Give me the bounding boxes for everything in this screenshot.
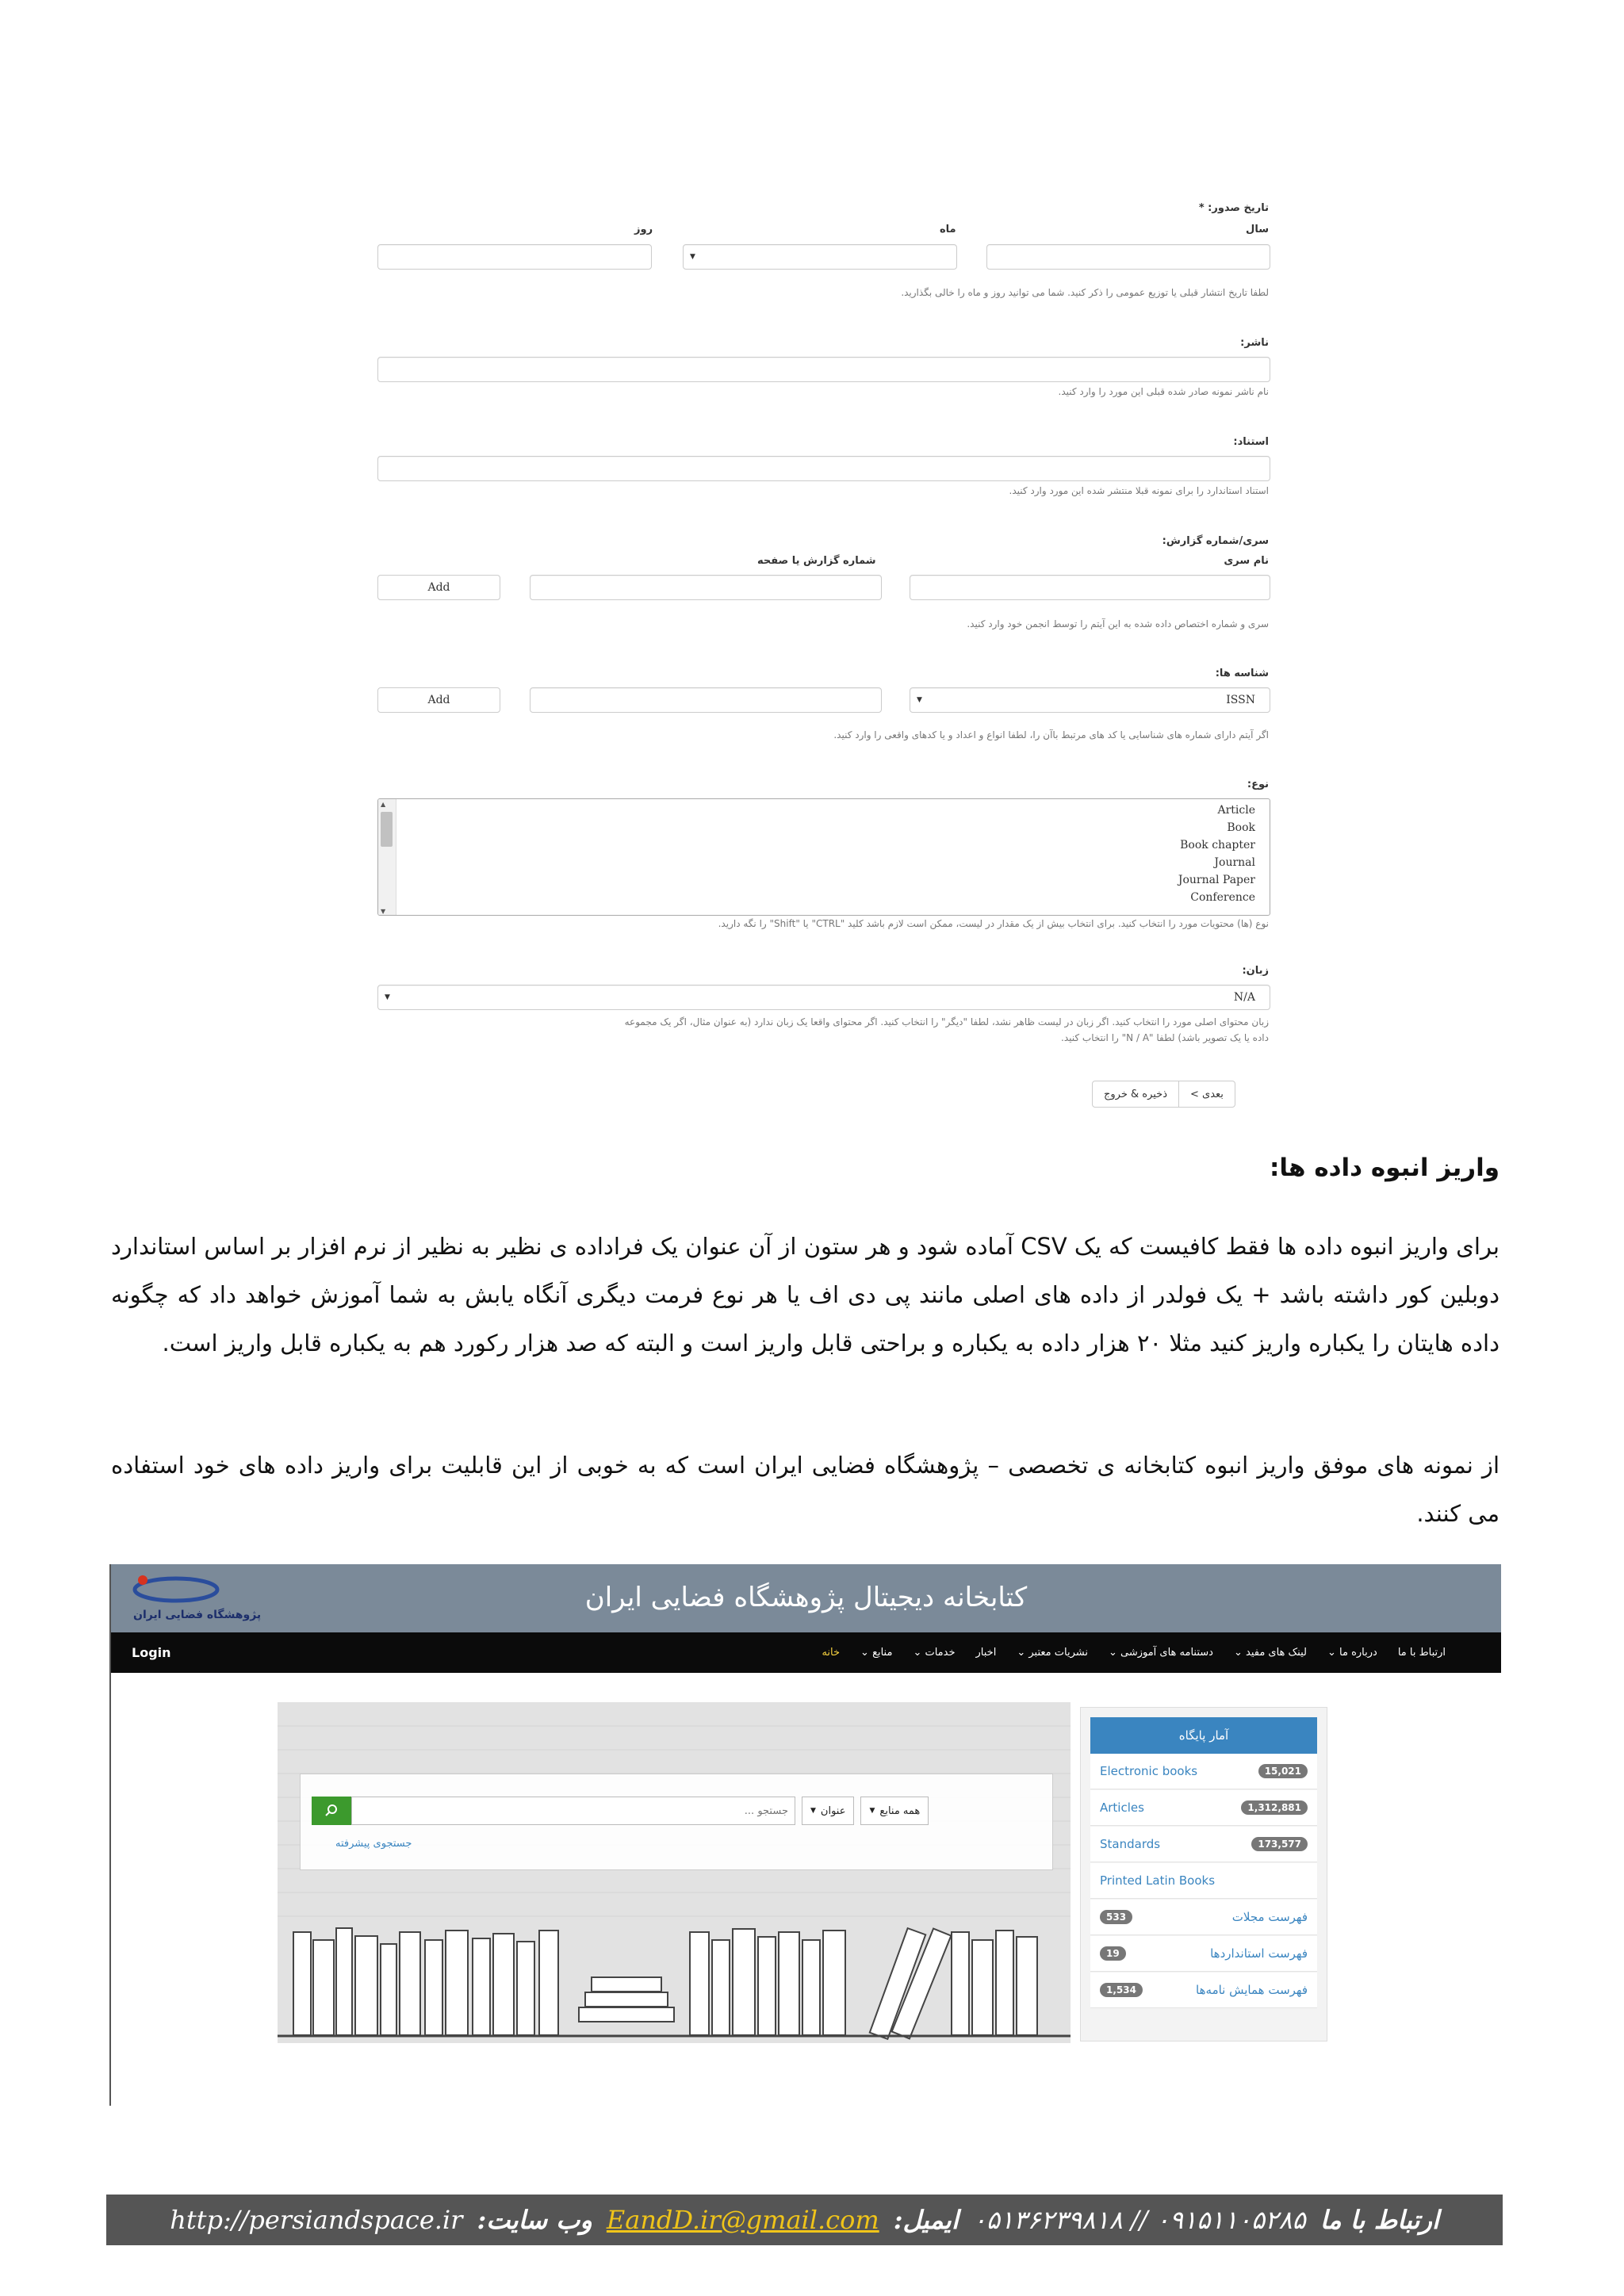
type-option[interactable]: Book chapter — [1180, 839, 1255, 851]
stat-row-articles[interactable] — [1090, 1790, 1317, 1826]
identifier-value-input[interactable] — [530, 687, 882, 713]
type-listbox-scrollbar[interactable] — [378, 799, 396, 916]
month-label: ماه — [940, 224, 956, 235]
identifiers-label: شناسه ها: — [1215, 668, 1269, 679]
bookshelf-illustration — [278, 1702, 1071, 2043]
paragraph-1: برای واریز انبوه داده ها فقط کافیست که یک CSV آماده شود و هر ستون از آن عنوان یک فراداده ی نظیر به نظیر از نرم افزار بر اساس استاندارد دوبلین کور داشته باشد + یک فولدر از داده های اصلی مانند پی دی اف یا هر نوع فرمت دیگری آنگاه یابش به شما آموزش خواهد داد که چگونه داده هایتان را یکباره واریز کنید مثلا ۲۰ هزار داده به یکباره و براحتی قابل واریز است و البته که صد هزار رکورد هم به یکباره قابل واریز است. — [111, 1233, 1500, 1357]
identifiers-help: اگر آیتم دارای شماره های شناسایی یا کد های مرتبط باآن را، لطفا انواع و اعداد و یا کدهای واقعی را وارد کنید. — [833, 729, 1269, 740]
publisher-label: ناشر: — [1240, 337, 1269, 349]
type-listbox[interactable] — [377, 798, 1270, 916]
type-options-list — [378, 799, 1270, 906]
nav-home[interactable]: خانه — [822, 1647, 841, 1659]
next-button[interactable]: بعدی > — [1190, 1088, 1224, 1100]
scrollbar-thumb[interactable] — [381, 812, 393, 847]
language-help-line-1: زبان محتوای اصلی مورد را انتخاب کنید. اگر زبان در لیست ظاهر نشد، لطفا "دیگر" را انتخاب کنید. اگر محتوای واقعا یک زبان ندارد (به عنوان مثال، اگر یک مجموعه — [624, 1016, 1269, 1027]
stats-panel — [1080, 1707, 1327, 2042]
library-header — [111, 1564, 1501, 1632]
scroll-up-icon[interactable]: ▲ — [381, 801, 386, 808]
report-number-label: شماره گزارش یا صفحه — [757, 555, 876, 567]
nav-journals[interactable]: نشریات معتبر ⌄ — [1017, 1647, 1088, 1659]
type-label: نوع: — [1247, 779, 1269, 790]
title-filter-select[interactable]: عنوان ▼ — [802, 1797, 854, 1825]
stat-count-badge: 1,312,881 — [1241, 1800, 1308, 1815]
publisher-input[interactable] — [377, 357, 1270, 382]
nav-resources[interactable]: منابع ⌄ — [860, 1647, 893, 1659]
search-input[interactable] — [351, 1797, 795, 1825]
citation-help: استناد استاندارد را برای نمونه قبلا منتشر شده این مورد وارد کنید. — [1009, 485, 1269, 496]
caret-down-icon: ▼ — [385, 993, 390, 1001]
library-nav-menu — [822, 1647, 1446, 1659]
search-icon — [324, 1804, 339, 1818]
save-exit-button[interactable]: ذخیره & خروج — [1093, 1081, 1179, 1107]
pub-date-label: تاریخ صدور: * — [1198, 202, 1269, 214]
login-link[interactable]: Login — [132, 1645, 171, 1660]
nav-about[interactable]: درباره ما ⌄ — [1327, 1647, 1377, 1659]
date-help: لطفا تاریخ انتشار قبلی یا توزیع عمومی را ذکر کنید. شما می توانید روز و ماه را خالی بگذارید. — [901, 287, 1269, 298]
stats-title: آمار پایگاه — [1090, 1717, 1317, 1754]
caret-down-icon: ▼ — [869, 1807, 875, 1815]
library-navbar — [111, 1632, 1501, 1673]
footer-email-label: ایمیل: — [893, 2205, 959, 2235]
type-option[interactable]: Conference — [1190, 891, 1255, 904]
stat-row-journals-list[interactable] — [1090, 1900, 1317, 1935]
stat-label: Electronic books — [1100, 1764, 1198, 1778]
page-footer — [106, 2195, 1503, 2245]
year-input[interactable] — [986, 244, 1270, 270]
search-panel — [300, 1774, 1053, 1870]
citation-input[interactable] — [377, 456, 1270, 481]
series-name-input[interactable] — [910, 575, 1270, 600]
stat-row-standards-list[interactable] — [1090, 1936, 1317, 1972]
hero-bookshelf-image — [278, 1702, 1071, 2043]
nav-links[interactable]: لینک های مفید ⌄ — [1233, 1647, 1307, 1659]
type-option[interactable]: Journal Paper — [1178, 874, 1255, 886]
footer-email-link[interactable]: EandD.ir@gmail.com — [606, 2205, 879, 2235]
stat-count-badge: 1,534 — [1100, 1983, 1143, 1997]
nav-services[interactable]: خدمات ⌄ — [913, 1647, 956, 1659]
language-label: زبان: — [1242, 965, 1269, 977]
report-number-input[interactable] — [530, 575, 882, 600]
type-option[interactable]: Journal — [1214, 856, 1255, 869]
day-label: روز — [634, 224, 653, 235]
search-bar — [312, 1797, 978, 1825]
language-value: N/A — [1233, 991, 1255, 1004]
stat-count-badge: 15,021 — [1258, 1764, 1308, 1778]
search-button[interactable] — [312, 1797, 351, 1825]
publisher-help: نام ناشر نمونه صادر شده قبلی این مورد را وارد کنید. — [1058, 386, 1269, 397]
paragraph-2: از نمونه های موفق واریز انبوه کتابخانه ی تخصصی – پژوهشگاه فضایی ایران است که به خوبی از این قابلیت برای واریز داده های خود استفاده می کنند. — [111, 1452, 1500, 1527]
identifier-add-button[interactable]: Add — [377, 687, 500, 713]
stat-row-standards[interactable] — [1090, 1827, 1317, 1862]
series-help: سری و شماره اختصاص داده شده به این آیتم را توسط انجمن خود وارد کنید. — [967, 618, 1269, 629]
stat-row-electronic-books[interactable] — [1090, 1754, 1317, 1789]
library-site-screenshot — [109, 1564, 1501, 2106]
library-site-title: کتابخانه دیجیتال پژوهشگاه فضایی ایران — [584, 1582, 1028, 1613]
footer-website-link[interactable]: http://persiandspace.ir — [170, 2205, 463, 2235]
footer-contact-label: ارتباط با ما — [1320, 2205, 1439, 2235]
nav-tutorials[interactable]: دستنامه های آموزشی ⌄ — [1108, 1647, 1213, 1659]
advanced-search-link[interactable]: جستجوی پیشرفته — [335, 1838, 412, 1850]
day-input[interactable] — [377, 244, 652, 270]
type-option[interactable]: Article — [1217, 804, 1255, 817]
footer-phones: ۰۹۱۵۱۱۰۵۲۸۵ // ۰۵۱۳۶۲۳۹۸۱۸ — [972, 2205, 1306, 2235]
stat-row-conference-list[interactable] — [1090, 1973, 1317, 2008]
all-sources-select[interactable]: همه منابع ▼ — [860, 1797, 929, 1825]
identifier-type-value: ISSN — [1226, 694, 1255, 706]
year-label: سال — [1246, 224, 1269, 235]
stat-label: Articles — [1100, 1800, 1144, 1815]
stat-row-printed-latin-books[interactable] — [1090, 1863, 1317, 1899]
footer-website-label: وب سایت: — [477, 2205, 592, 2235]
stat-count-badge: 19 — [1100, 1946, 1126, 1961]
stat-count-badge: 173,577 — [1251, 1837, 1308, 1851]
stat-label: Printed Latin Books — [1100, 1873, 1216, 1888]
stat-label: Standards — [1100, 1837, 1161, 1851]
series-label: سری/شماره گزارش: — [1162, 535, 1269, 547]
type-option[interactable]: Book — [1227, 821, 1255, 834]
caret-down-icon: ▼ — [810, 1807, 816, 1815]
caret-down-icon: ▼ — [690, 253, 695, 261]
stat-label: فهرست مجلات — [1231, 1910, 1308, 1924]
language-help-line-2: داده یا یک تصویر باشد) لطفا "N / A" را انتخاب کنید. — [1061, 1032, 1269, 1043]
language-select[interactable] — [377, 985, 1270, 1010]
library-logo-text: پژوهشگاه فضایی ایران — [133, 1609, 262, 1621]
scroll-down-icon[interactable]: ▼ — [381, 908, 386, 915]
series-add-button[interactable]: Add — [377, 575, 500, 600]
nav-news[interactable]: اخبار — [975, 1647, 997, 1659]
identifier-type-select[interactable] — [910, 687, 1270, 713]
type-help: نوع (ها) محتویات مورد را انتخاب کنید. برای انتخاب بیش از یک مقدار در لیست، ممکن است لازم باشد کلید "CTRL" یا "Shift" را نگه دارید. — [718, 918, 1269, 929]
stat-count-badge: 533 — [1100, 1910, 1132, 1924]
submission-form-screenshot — [373, 198, 1269, 1118]
caret-down-icon: ▼ — [917, 696, 922, 704]
citation-label: استناد: — [1233, 436, 1269, 448]
stat-label: فهرست استانداردها — [1210, 1946, 1308, 1961]
month-select[interactable] — [683, 244, 957, 270]
nav-contact[interactable]: ارتباط با ما — [1397, 1647, 1446, 1659]
bulk-deposit-heading: واریز انبوه داده ها: — [1270, 1154, 1500, 1182]
stat-label: فهرست همایش نامه‌ها — [1196, 1983, 1308, 1997]
series-name-label: نام سری — [1224, 555, 1269, 567]
